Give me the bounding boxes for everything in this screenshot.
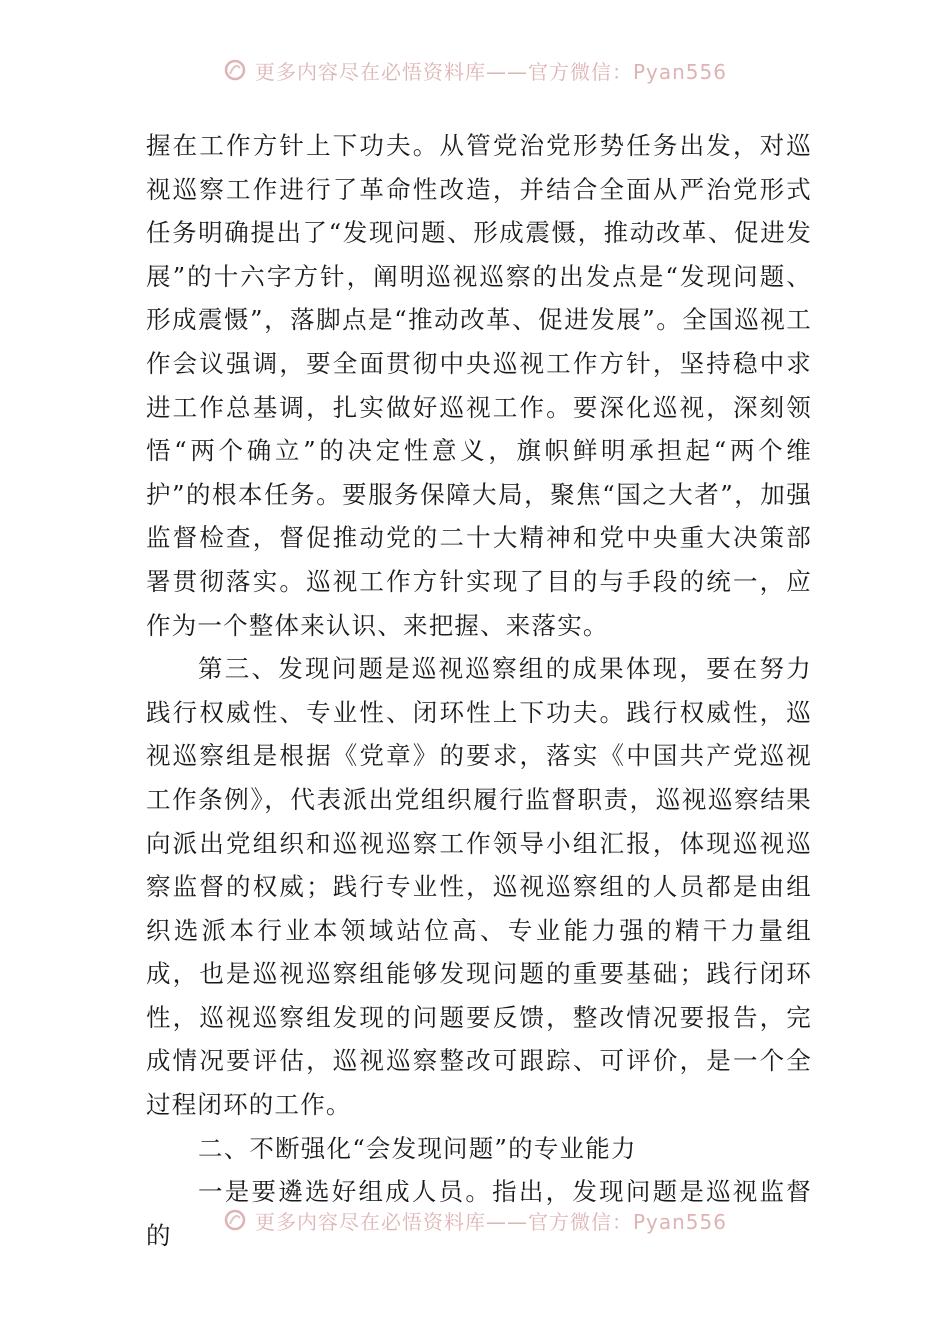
document-body bbox=[146, 124, 812, 1257]
watermark-footer bbox=[0, 1200, 950, 1240]
paragraph-third-point: 第三、发现问题是巡视巡察组的成果体现，要在努力践行权威性、专业性、闭环性上下功夫。践行权威性，巡视巡察组是根据《党章》的要求，落实《中国共产党巡视工作条例》，代表派出党组织履行监督职责，巡视巡察结果向派出党组织和巡视巡察工作领导小组汇报，体现巡视巡察监督的权威；践行专业性，巡视巡察组的人员都是由组织选派本行业本领域站位高、专业能力强的精干力量组成，也是巡视巡察组能够发现问题的重要基础；践行闭环性，巡视巡察组发现的问题要反馈，整改情况要报告，完成情况要评估，巡视巡察整改可跟踪、可评价，是一个全过程闭环的工作。 bbox=[146, 654, 812, 1120]
watermark-header bbox=[0, 50, 950, 90]
watermark-text: 更多内容尽在必悟资料库——官方微信：Pyan556 bbox=[254, 1209, 727, 1234]
watermark-text: 更多内容尽在必悟资料库——官方微信：Pyan556 bbox=[254, 59, 727, 84]
watermark-logo-icon bbox=[223, 58, 247, 82]
watermark-logo-icon bbox=[223, 1208, 247, 1232]
section-heading: 二、不断强化“会发现问题”的专业能力 bbox=[198, 1133, 637, 1163]
paragraph-first-point: 一是要遴选好组成人员。指出，发现问题是巡视监督的 bbox=[146, 1177, 812, 1250]
paragraph-continuation: 握在工作方针上下功夫。从管党治党形势任务出发，对巡视巡察工作进行了革命性改造，并结合全面从严治党形式任务明确提出了“发现问题、形成震慑，推动改革、促进发展”的十六字方针，阐明巡视巡察的出发点是“发现问题、形成震慑”，落脚点是“推动改革、促进发展”。全国巡视工作会议强调，要全面贯彻中央巡视工作方针，坚持稳中求进工作总基调，扎实做好巡视工作。要深化巡视，深刻领悟“两个确立”的决定性意义，旗帜鲜明承担起“两个维护”的根本任务。要服务保障大局，聚焦“国之大者”，加强监督检查，督促推动党的二十大精神和党中央重大决策部署贯彻落实。巡视工作方针实现了目的与手段的统一，应作为一个整体来认识、来把握、来落实。 bbox=[146, 131, 812, 640]
